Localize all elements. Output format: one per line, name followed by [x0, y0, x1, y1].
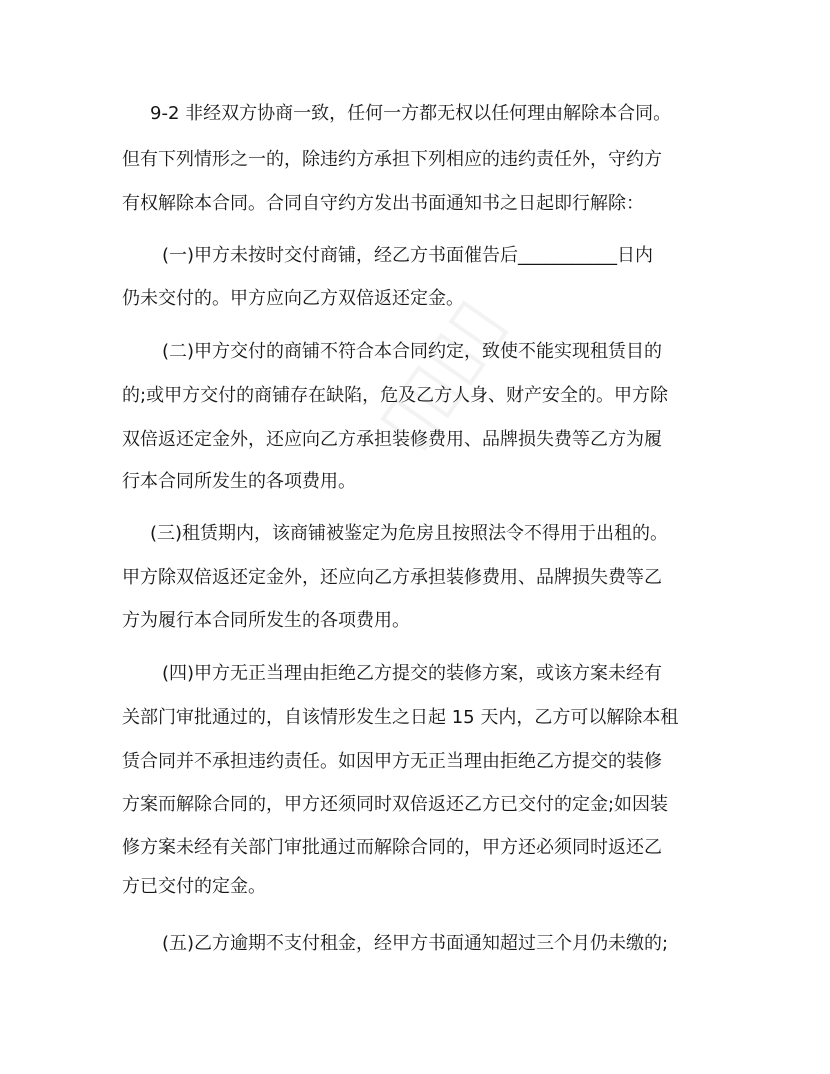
text-line: 赁合同并不承担违约责任。如因甲方无正当理由拒绝乙方提交的装修: [122, 751, 662, 772]
text-line: 方已交付的定金。: [122, 876, 266, 897]
text-line: (五)乙方逾期不支付租金，经甲方书面通知超过三个月仍未缴的;: [162, 933, 669, 954]
text-line: 方为履行本合同所发生的各项费用。: [122, 610, 410, 631]
text-line: 9-2 非经双方协商一致，任何一方都无权以任何理由解除本合同。: [150, 103, 672, 124]
text-line: 的;或甲方交付的商铺存在缺陷，危及乙方人身、财产安全的。甲方除: [122, 385, 669, 406]
text-line: 双倍返还定金外，还应向乙方承担装修费用、品牌损失费等乙方为履: [122, 429, 662, 450]
text-line: 关部门审批通过的，自该情形发生之日起 15 天内，乙方可以解除本租: [122, 707, 679, 728]
text-line: (四)甲方无正当理由拒绝乙方提交的装修方案，或该方案未经有: [162, 663, 663, 684]
text-line: 方案而解除合同的，甲方还须同时双倍返还乙方已交付的定金;如因装: [122, 794, 669, 815]
text-line: (二)甲方交付的商铺不符合本合同约定，致使不能实现租赁目的: [162, 341, 663, 362]
text-line: 行本合同所发生的各项费用。: [122, 471, 356, 492]
text-line: 仍未交付的。甲方应向乙方双倍返还定金。: [122, 288, 464, 309]
text-line: 甲方除双倍返还定金外，还应向乙方承担装修费用、品牌损失费等乙: [122, 567, 662, 588]
text-line: 修方案未经有关部门审批通过而解除合同的，甲方还必须同时返还乙: [122, 837, 662, 858]
text-line: (三)租赁期内，该商铺被鉴定为危房且按照法令不得用于出租的。: [150, 523, 669, 544]
text-line: (一)甲方未按时交付商铺，经乙方书面催告后___________日内: [162, 245, 654, 266]
text-line: 但有下列情形之一的，除违约方承担下列相应的违约责任外，守约方: [122, 149, 662, 170]
text-line: 有权解除本合同。合同自守约方发出书面通知书之日起即行解除：: [122, 193, 644, 214]
